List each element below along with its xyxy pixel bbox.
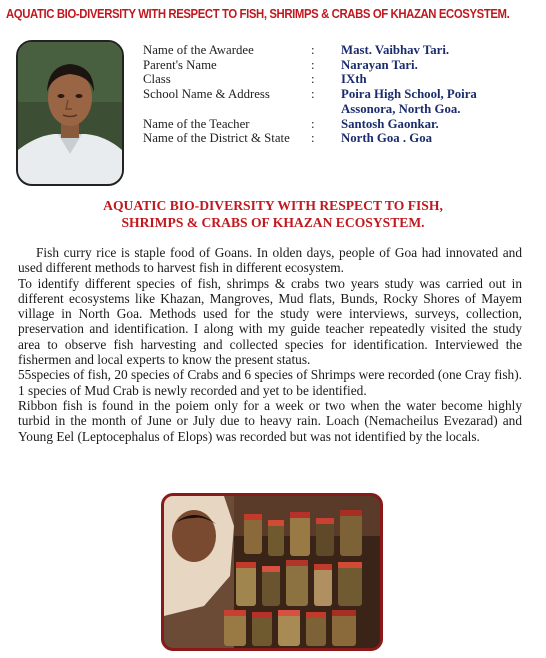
info-separator: : bbox=[311, 131, 315, 146]
section-heading bbox=[40, 197, 506, 231]
article-body bbox=[18, 245, 522, 444]
info-value: Narayan Tari. bbox=[341, 57, 418, 72]
specimen-jars-photo bbox=[161, 493, 383, 651]
info-label: Class bbox=[143, 72, 171, 87]
info-value: IXth bbox=[341, 72, 367, 87]
info-row-school bbox=[143, 87, 541, 116]
specimen-jars-image bbox=[164, 496, 380, 648]
info-value: Poira High School, Poira Assonora, North Goa. bbox=[341, 87, 477, 116]
info-value: Santosh Gaonkar. bbox=[341, 116, 439, 131]
info-row-teacher bbox=[143, 117, 541, 132]
info-label: School Name & Address bbox=[143, 87, 270, 102]
heading-line-2: SHRIMPS & CRABS OF KHAZAN ECOSYSTEM. bbox=[121, 215, 425, 230]
page-top-title: AQUATIC BIO-DIVERSITY WITH RESPECT TO FISH, SHRIMPS & CRABS OF KHAZAN ECOSYSTEM. bbox=[6, 6, 510, 21]
info-label: Parent's Name bbox=[143, 57, 217, 72]
info-row-district bbox=[143, 131, 541, 146]
info-label: Name of the District & State bbox=[143, 131, 290, 146]
info-value: Mast. Vaibhav Tari. bbox=[341, 43, 450, 57]
paragraph-results: 55species of fish, 20 species of Crabs and 6 species of Shrimps were recorded (one Cray fish). 1 species of Mud Crab is newly recorded and yet to be identified. bbox=[18, 367, 522, 398]
info-separator: : bbox=[311, 87, 315, 102]
info-row-awardee bbox=[143, 43, 541, 58]
info-value: North Goa . Goa bbox=[341, 131, 432, 146]
portrait-image bbox=[18, 42, 122, 184]
awardee-portrait-photo bbox=[16, 40, 124, 186]
paragraph-methods: To identify different species of fish, shrimps & crabs two years study was carried out in different ecosystems like Khazan, Mangroves, Mud flats, Bunds, Rocky Shores of Mayem village in North Goa. Methods used for the study were interviews, surveys, collection, preservation and identification. I along with my guide teacher repeatedly visited the study area to observe fish harvesting and collected species for identification. Interviewed the fishermen and local experts to know the present status. bbox=[18, 275, 522, 368]
info-separator: : bbox=[311, 116, 315, 131]
info-separator: : bbox=[311, 43, 315, 57]
paragraph-findings: Ribbon fish is found in the poiem only for a week or two when the water become highly turbid in the month of June or July due to heavy rain. Loach (Nemacheilus Evezarad) and Young Eel (Leptocephalus of Elops) was recorded but was not identified by the locals. bbox=[18, 397, 522, 444]
info-separator: : bbox=[311, 57, 315, 72]
jar-group bbox=[224, 510, 362, 646]
info-label: Name of the Awardee bbox=[143, 43, 254, 57]
info-label: Name of the Teacher bbox=[143, 116, 250, 131]
info-row-class bbox=[143, 72, 541, 87]
awardee-info bbox=[143, 43, 541, 146]
info-separator: : bbox=[311, 72, 315, 87]
heading-line-1: AQUATIC BIO-DIVERSITY WITH RESPECT TO FISH, bbox=[103, 198, 443, 213]
paragraph-intro: Fish curry rice is staple food of Goans. In olden days, people of Goa had innovated and used different methods to harvest fish in different ecosystem. bbox=[18, 245, 522, 276]
info-row-parent bbox=[143, 58, 541, 73]
